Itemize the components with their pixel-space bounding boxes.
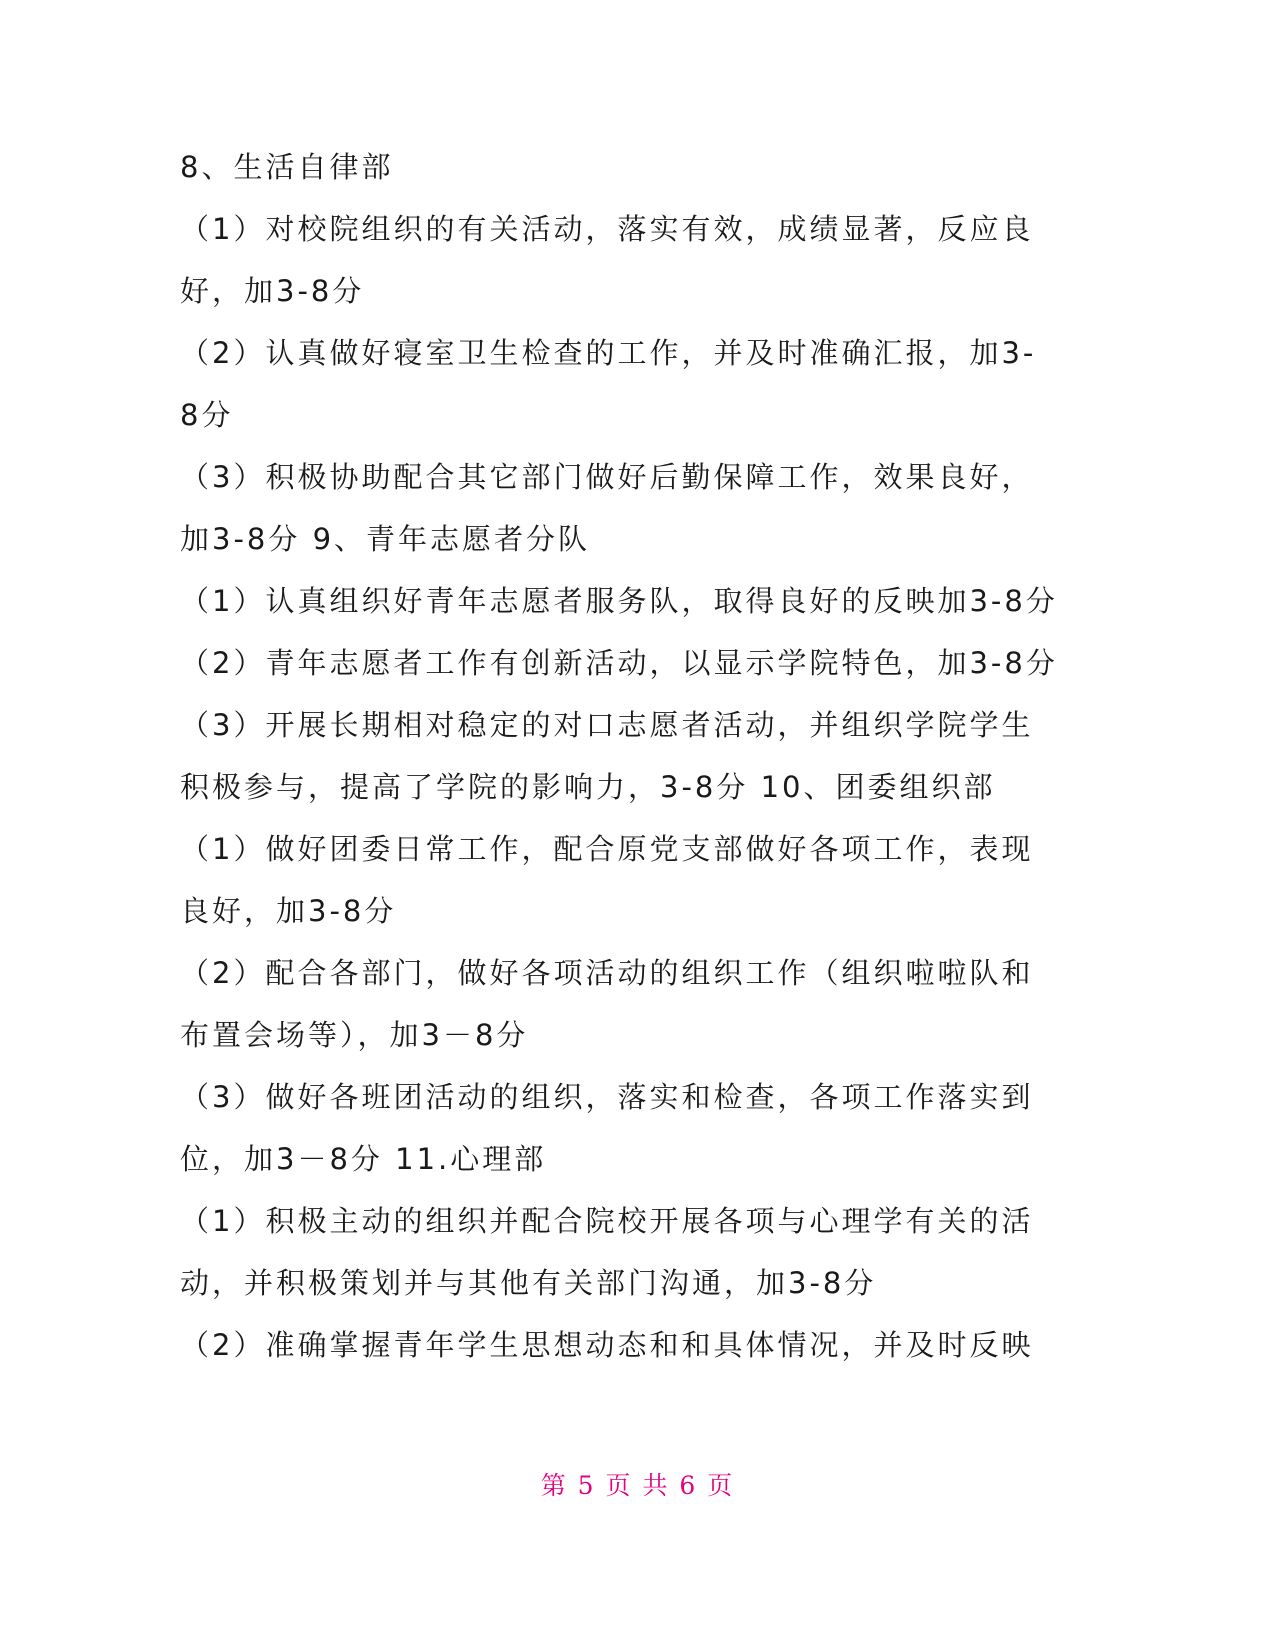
section-heading-life-discipline: 8、生活自律部 [180,150,394,184]
text-line: 好，加3-8分 [180,274,365,308]
text-line: 布置会场等），加3－8分 [180,1018,529,1052]
text-line: （2）配合各部门，做好各项活动的组织工作（组织啦啦队和 [180,956,1034,990]
page-number-footer: 第 5 页 共 6 页 [540,1471,735,1500]
text-line: （1）积极主动的组织并配合院校开展各项与心理学有关的活 [180,1204,1034,1238]
document-body [180,136,1060,1376]
text-line: （2）认真做好寝室卫生检查的工作，并及时准确汇报，加3- [180,336,1037,370]
text-line: （1）做好团委日常工作，配合原党支部做好各项工作，表现 [180,832,1034,866]
text-line: 位，加3－8分 11.心理部 [180,1142,547,1176]
text-line: （1）认真组织好青年志愿者服务队，取得良好的反映加3-8分 [180,584,1058,618]
text-line: （3）做好各班团活动的组织，落实和检查，各项工作落实到 [180,1080,1034,1114]
text-line: （1）对校院组织的有关活动，落实有效，成绩显著，反应良 [180,212,1034,246]
text-line: 积极参与，提高了学院的影响力，3-8分 10、团委组织部 [180,770,996,804]
text-line: （2）青年志愿者工作有创新活动，以显示学院特色，加3-8分 [180,646,1058,680]
text-line: 8分 [180,398,234,432]
text-line: （2）准确掌握青年学生思想动态和和具体情况，并及时反映 [180,1328,1034,1362]
text-line: （3）积极协助配合其它部门做好后勤保障工作，效果良好， [180,460,1034,494]
text-line: （3）开展长期相对稳定的对口志愿者活动，并组织学院学生 [180,708,1034,742]
text-line: 加3-8分 9、青年志愿者分队 [180,522,591,556]
text-line: 动，并积极策划并与其他有关部门沟通，加3-8分 [180,1266,877,1300]
text-line: 良好，加3-8分 [180,894,397,928]
